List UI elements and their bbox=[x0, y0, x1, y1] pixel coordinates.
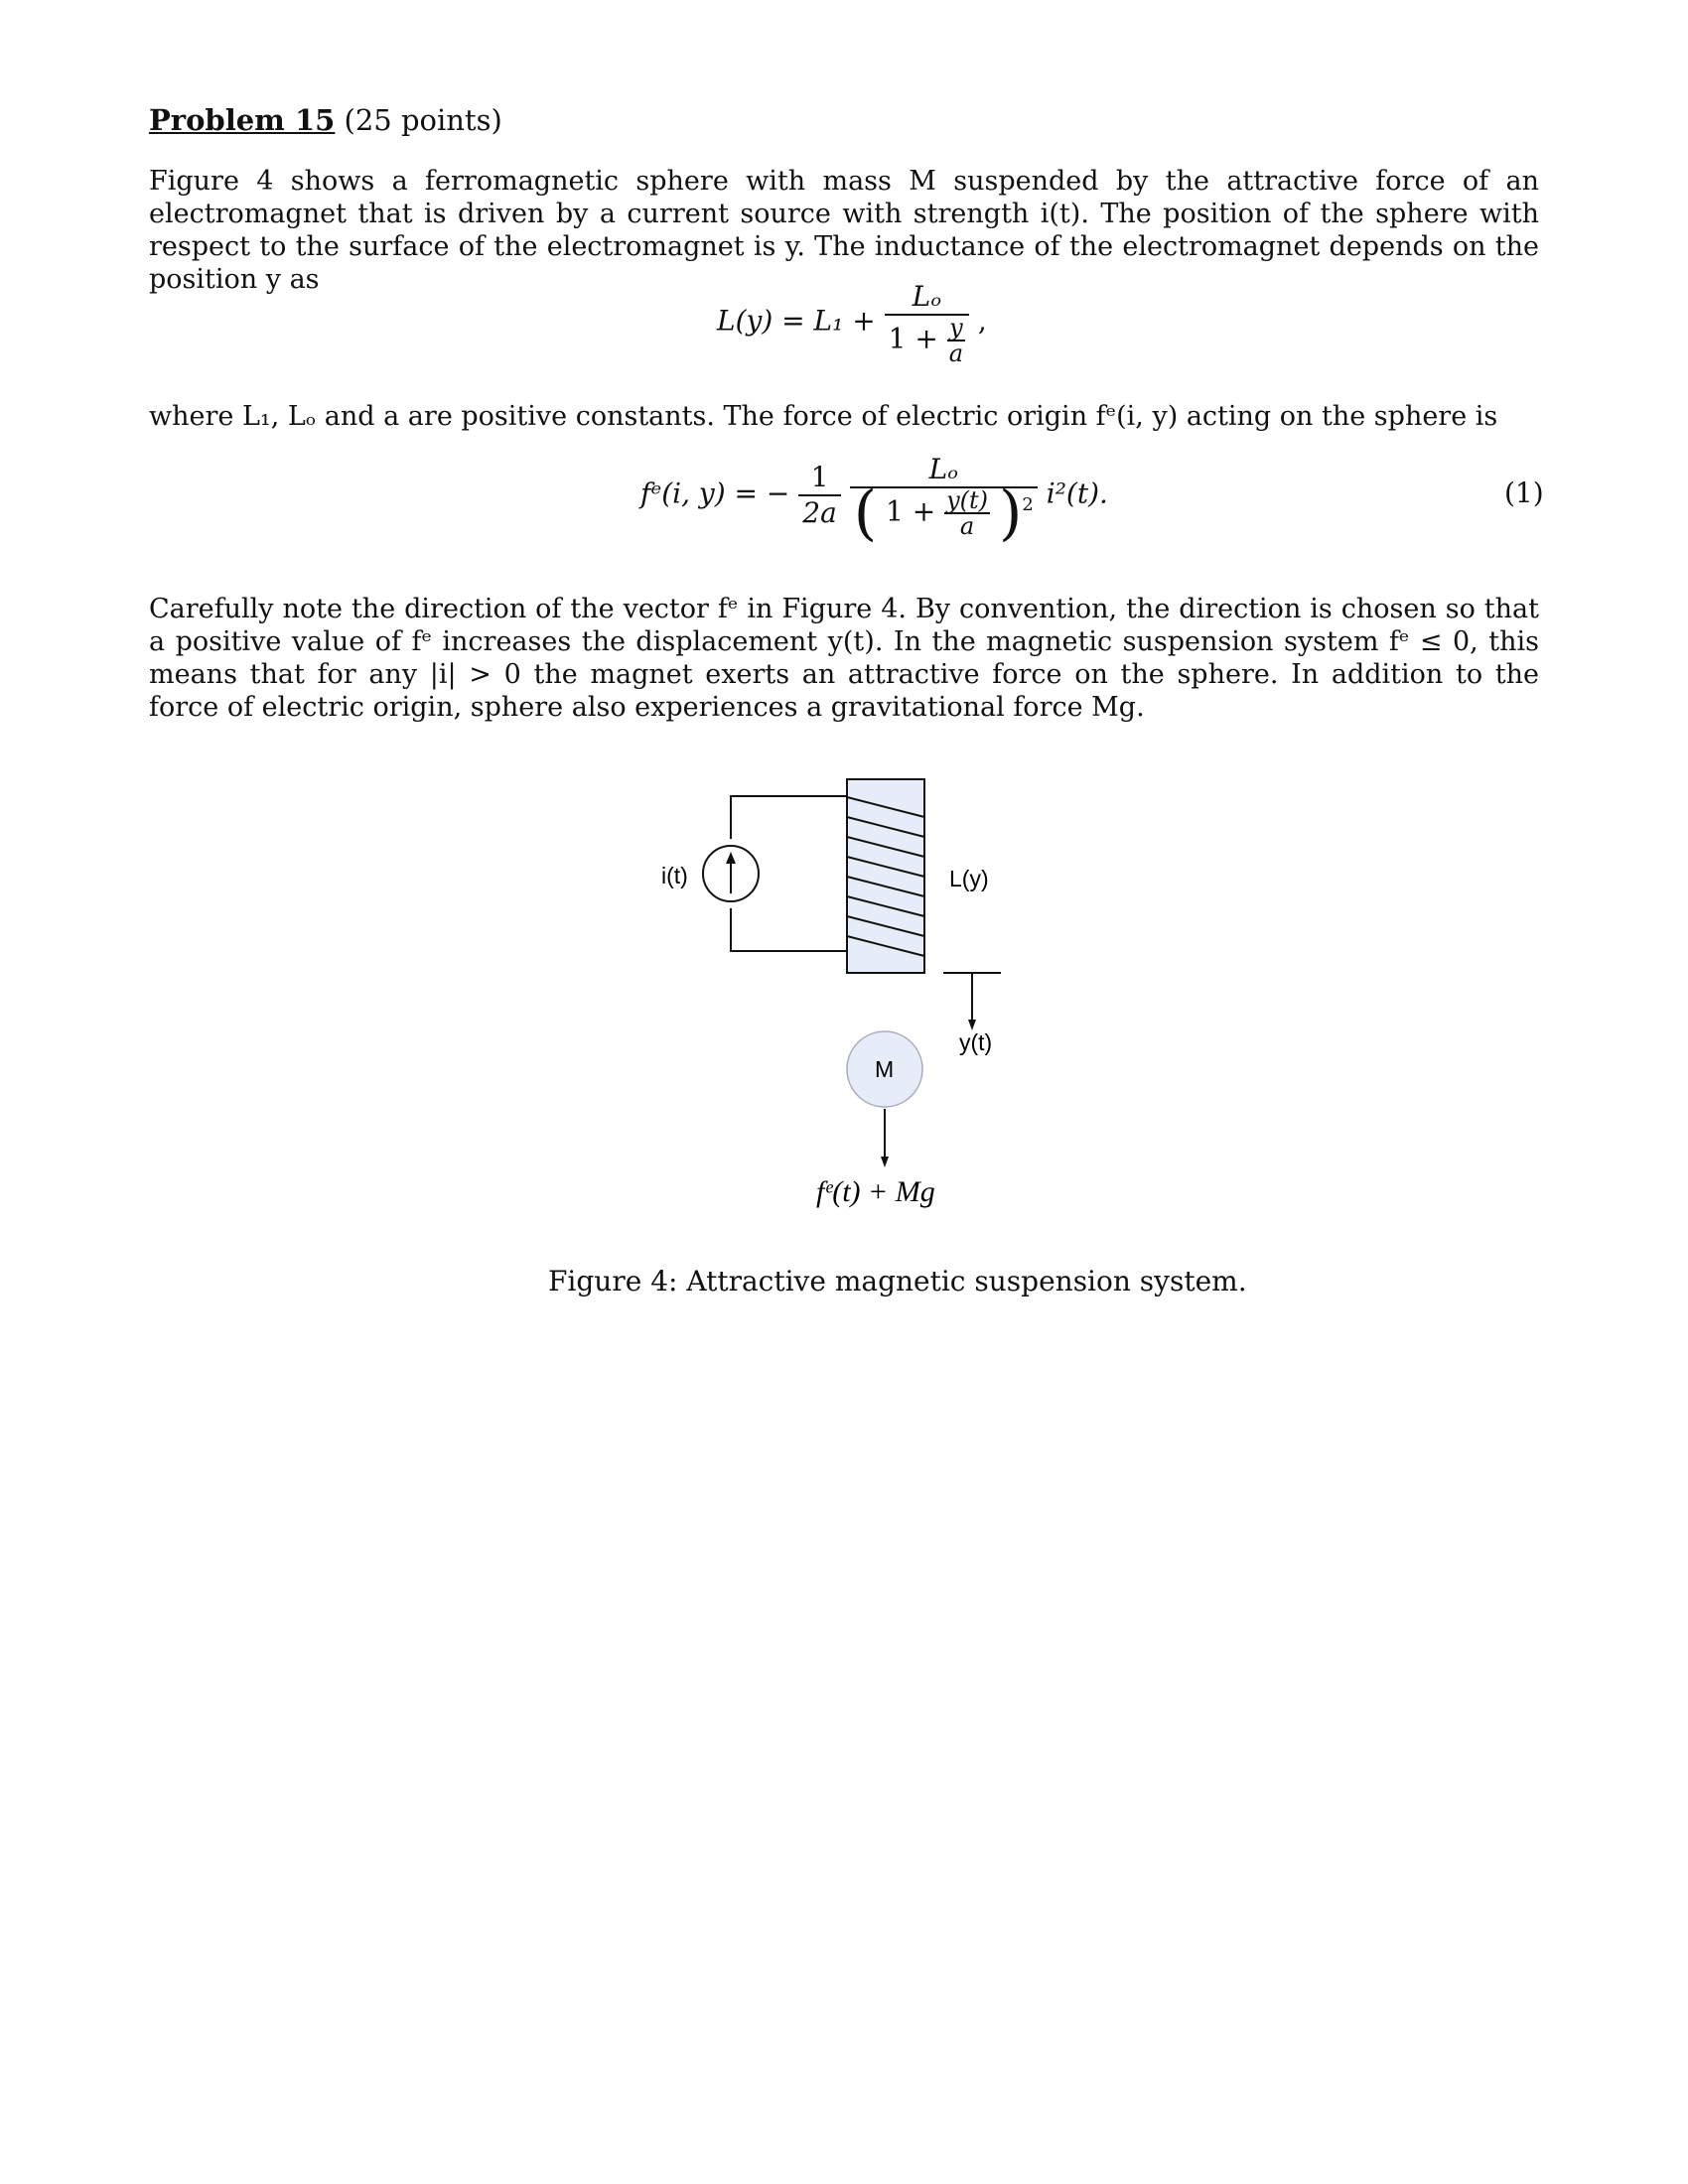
force-numerator: Lₒ bbox=[850, 453, 1038, 488]
force-den-prefix: 1 + bbox=[886, 494, 936, 528]
mass-label: M bbox=[875, 1056, 895, 1082]
equation-number: (1) bbox=[1504, 477, 1544, 509]
problem-title: Problem 15 bbox=[149, 103, 336, 137]
force-lhs: fᵉ(i, y) = − bbox=[640, 477, 790, 510]
force-inner-den: a bbox=[959, 512, 975, 540]
displacement-label: y(t) bbox=[959, 1029, 993, 1055]
force-arrow-head-icon bbox=[881, 1157, 889, 1167]
inductance-label: L(y) bbox=[949, 866, 989, 891]
electromagnet bbox=[847, 779, 924, 973]
inductance-den-prefix: 1 + bbox=[888, 322, 938, 355]
right-paren: ) bbox=[998, 478, 1023, 548]
intro-paragraph: Figure 4 shows a ferromagnetic sphere with mass M suspended by the attractive force of an electromagnet that is driven by a current source with strength i(t). The position of the sphere with respect to the surface of the electromagnet is y. The inductance of the electromagnet depends on the position y as bbox=[149, 166, 1539, 295]
figure-caption: Figure 4: Attractive magnetic suspension system. bbox=[548, 1265, 1247, 1297]
force-exponent: 2 bbox=[1022, 494, 1034, 516]
inductance-numerator: Lₒ bbox=[885, 280, 969, 316]
where-paragraph: where L₁, Lₒ and a are positive constants. The force of electric origin fᵉ(i, y) acting on the sphere is bbox=[149, 401, 1498, 432]
top-wire bbox=[731, 796, 847, 839]
force-coef-num: 1 bbox=[798, 461, 841, 496]
current-label: i(t) bbox=[661, 863, 688, 888]
inductance-lhs: L(y) = L₁ + bbox=[717, 304, 876, 338]
force-coef-den: 2a bbox=[802, 496, 837, 529]
bottom-wire bbox=[731, 908, 847, 951]
current-source bbox=[703, 846, 759, 901]
inductance-inner-num: y bbox=[947, 316, 965, 341]
force-label: fᵉ(t) + Mg bbox=[816, 1175, 935, 1208]
force-inner-num: y(t) bbox=[946, 486, 989, 514]
inductance-trailing: , bbox=[977, 304, 987, 338]
coil-body bbox=[847, 779, 924, 973]
inductance-inner-den: a bbox=[948, 340, 964, 367]
left-paren: ( bbox=[853, 478, 878, 548]
displacement-indicator bbox=[943, 973, 1001, 1023]
problem-points: (25 points) bbox=[344, 103, 502, 137]
force-trailing: i²(t). bbox=[1046, 477, 1108, 510]
direction-paragraph: Carefully note the direction of the vector fᵉ in Figure 4. By convention, the direction is chosen so that a positive value of fᵉ increases the displacement y(t). In the magnetic suspension system fᵉ ≤ 0, this means that for any |i| > 0 the magnet exerts an attractive force on the sphere. In addition to the force of electric origin, sphere also experiences a gravitational force Mg. bbox=[149, 594, 1539, 723]
